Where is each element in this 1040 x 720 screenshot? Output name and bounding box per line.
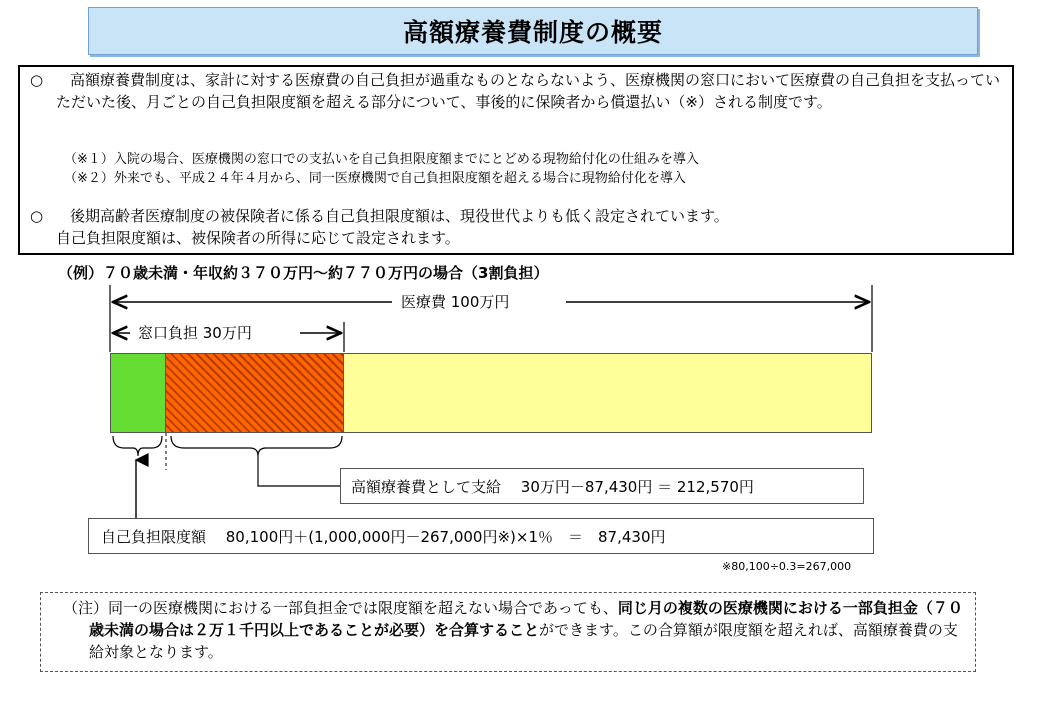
overview-paragraph-1-text: 高額療養費制度は、家計に対する医療費の自己負担が過重なものとならないよう、医療機関の窓口において医療費の自己負担を支払っていただいた後、月ごとの自己負担限度額を超える部分について、事後的に保険者から償還払い（※）される制度です。 (56, 71, 1001, 111)
bar-segment-insurer (344, 354, 871, 432)
note-part-1: 同一の医療機関における一部負担金では限度額を超えない場合であっても、 (108, 599, 618, 617)
overview-note-1: （※１）入院の場合、医療機関の窓口での支払いを自己負担限度額までにとどめる現物給付化の仕組みを導入 (64, 152, 699, 167)
calculation-footnote: ※80,100÷0.3=267,000 (722, 560, 852, 573)
refund-brace (171, 436, 342, 456)
refund-calculation-text: 高額療養費として支給 30万円－87,430円 ＝ 212,570円 (351, 477, 754, 496)
limit-calculation-box (88, 518, 874, 554)
refund-calculation-box (340, 468, 864, 504)
note-text (63, 597, 963, 663)
note-box (40, 592, 976, 672)
limit-brace (113, 436, 162, 456)
total-cost-label: 医療費 100万円 (397, 291, 513, 312)
limit-calculation-text: 自己負担限度額 80,100円＋(1,000,000円－267,000円※)×1％ ＝ 87,430円 (101, 527, 666, 546)
note-part-2-bold: 同じ月の複数の医療機関における一部負担金（７０歳未満の場合は２万１千円以上であることが必要）を合算すること (89, 599, 963, 639)
page-title-text: 高額療養費制度の概要 (402, 18, 663, 47)
overview-note-2: （※２）外来でも、平成２４年４月から、同一医療機関で自己負担限度額を超える場合に現物給付化を導入 (64, 171, 686, 186)
overview-paragraph-2-line-1: 後期高齢者医療制度の被保険者に係る自己負担限度額は、現役世代よりも低く設定されています。 (70, 207, 729, 225)
refund-connector (258, 456, 340, 486)
note-label: （注） (63, 599, 109, 617)
note-part-3: ができます。この合算額が限度額を超えれば、高額療養費の支給対象となります。 (89, 621, 958, 661)
circle-bullet-icon: ○ (30, 71, 44, 89)
overview-paragraph-2-line-2: 自己負担限度額は、被保険者の所得に応じて設定されます。 (56, 229, 460, 247)
circle-bullet-icon: ○ (30, 207, 44, 225)
bar-segment-limit (111, 354, 166, 432)
cost-bar (110, 353, 872, 433)
copay-label: 窓口負担 30万円 (134, 322, 256, 343)
bar-segment-refund (166, 354, 344, 432)
example-caption: （例）７０歳未満・年収約３７０万円～約７７０万円の場合（3割負担） (58, 264, 549, 282)
